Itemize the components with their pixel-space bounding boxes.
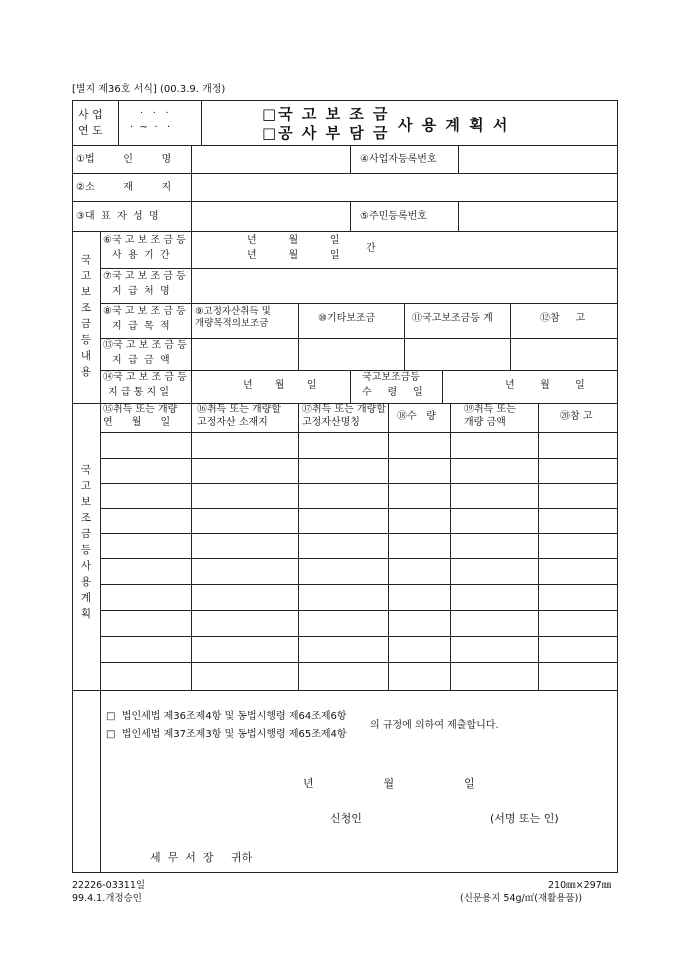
purpose-label-1: ⑧국 고 보 조 금 등	[103, 306, 186, 317]
year-label-1: 사 업	[78, 108, 103, 121]
law-option-2: □ 법인세법 제37조제3항 및 동법시행령 제65조제4항	[106, 729, 347, 740]
title-option-grant: □국 고 보 조 금	[262, 105, 390, 123]
receive-label-2: 수 령 일	[362, 387, 423, 398]
footer-code: 22226-03311일	[72, 880, 146, 891]
amount-label-2: 지 급 금 액	[112, 355, 170, 366]
notify-date: 년 월 일	[243, 380, 317, 391]
s2-col-date: ⑮취득 또는 개량 연 월 일	[103, 404, 178, 428]
s2-col-remarks: ⑳참 고	[560, 411, 593, 422]
s2-col-asset-name: ⑰취득 또는 개량할 고정자산명칭	[302, 404, 386, 428]
col-other-grant: ⑩기타보조금	[318, 313, 376, 324]
s2-col-amount: ⑲취득 또는 개량 금액	[464, 404, 516, 428]
s2-col-location: ⑯취득 또는 개량할 고정자산 소재지	[197, 404, 281, 428]
col-fixed-asset-grant: ⑨고정자산취득 및 개량목적의보조금	[195, 306, 271, 329]
rep-name-label: ③대 표 자 성 명	[76, 211, 159, 222]
resident-id-label: ⑤주민등록번호	[360, 211, 427, 222]
period-suffix: 간	[366, 243, 376, 254]
page-title: 사 용 계 획 서	[398, 116, 510, 134]
period-label-2: 사 용 기 간	[112, 250, 170, 261]
amount-label-1: ⑬국 고 보 조 금 등	[103, 340, 187, 351]
biz-reg-label: ④사업자등록번호	[360, 154, 437, 165]
section1-title: 국고보조금등내용	[80, 254, 92, 378]
notify-label-1: ⑭국 고 보 조 금 등	[103, 372, 187, 383]
notify-label-2: 지 급 통 지 일	[108, 387, 170, 398]
title-option-construction: □공 사 부 담 금	[262, 124, 390, 142]
period-label-1: ⑥국 고 보 조 금 등	[103, 235, 186, 246]
year-marks-2: · ~ · ·	[130, 122, 171, 133]
col-remarks: ⑫참 고	[540, 313, 586, 324]
footer-paper-size: 210㎜×297㎜	[548, 880, 612, 891]
submit-date: 년 월 일	[303, 777, 475, 790]
year-marks-1: · · ·	[140, 108, 169, 119]
period-end: 년 월 일	[247, 250, 340, 261]
corp-name-label: ①법 인 명	[76, 154, 172, 165]
s2-col-quantity: ⑱수 량	[397, 411, 436, 422]
address-label: ②소 재 지	[76, 182, 172, 193]
purpose-label-2: 지 급 목 적	[112, 321, 170, 332]
section2-title: 국고보조금등사용계획	[80, 464, 92, 620]
payer-label-1: ⑦국 고 보 조 금 등	[103, 271, 186, 282]
receive-date: 년 월 일	[505, 380, 585, 391]
col-grant-total: ⑪국고보조금등 계	[412, 313, 493, 324]
footer-approval: 99.4.1.개정승인	[72, 893, 142, 904]
receive-label-1: 국고보조금등	[362, 372, 420, 383]
signature-label: (서명 또는 인)	[490, 812, 559, 825]
period-start: 년 월 일	[247, 235, 340, 246]
law-option-1: □ 법인세법 제36조제4항 및 동법시행령 제64조제6항	[106, 711, 347, 722]
declaration-text: 의 규정에 의하여 제출합니다.	[370, 720, 499, 731]
addressee: 세 무 서 장 귀하	[150, 851, 253, 864]
form-number: [별지 제36호 서식] (00.3.9. 개정)	[72, 84, 226, 95]
year-label-2: 연 도	[78, 124, 103, 137]
footer-paper-type: (신문용지 54g/㎡(재활용품))	[460, 893, 583, 904]
applicant-label: 신청인	[330, 812, 362, 825]
payer-label-2: 지 급 처 명	[112, 286, 170, 297]
